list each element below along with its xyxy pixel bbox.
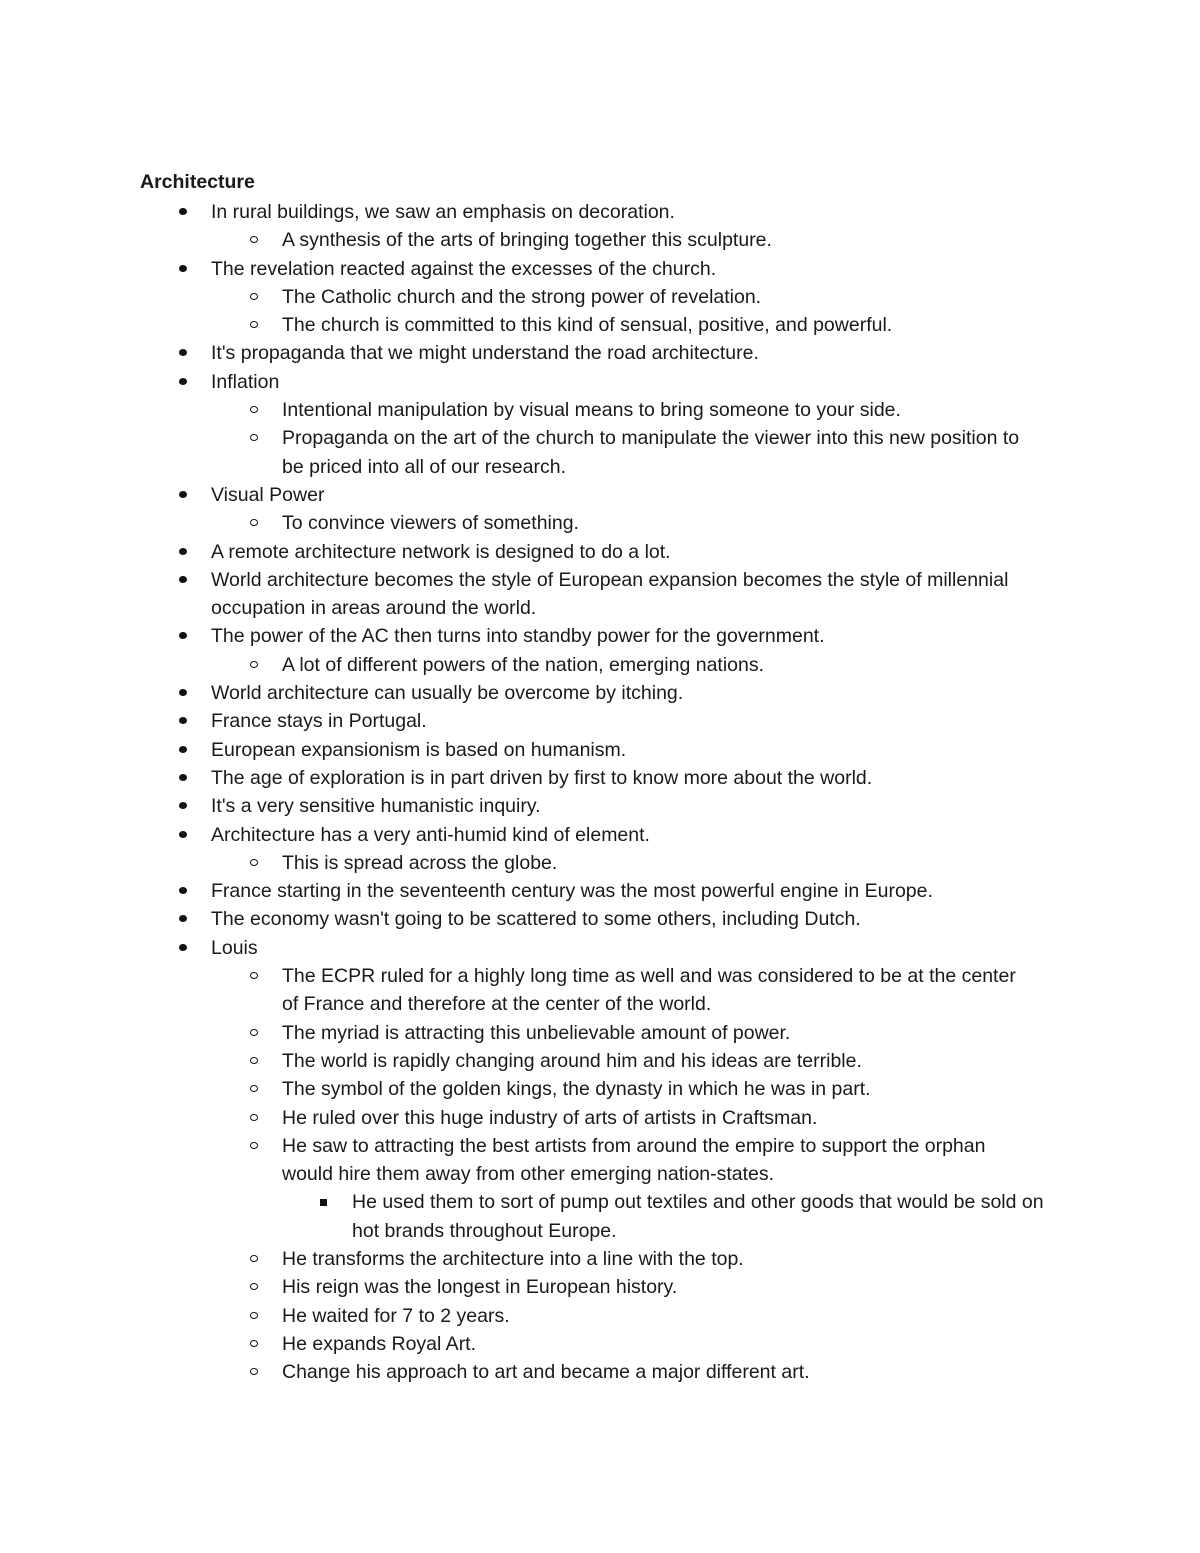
- list-item-text: The ECPR ruled for a highly long time as well and was considered to be at the center of France and therefore at the center of the world.: [282, 965, 1016, 1016]
- list-item-text: His reign was the longest in European history.: [282, 1276, 678, 1299]
- list-item-text: Visual Power: [211, 483, 325, 506]
- list-item-text: He saw to attracting the best artists from around the empire to support the orphan would hire them away from other emerging nation-states.: [282, 1134, 986, 1186]
- filled-circle-bullet-icon: [179, 548, 187, 555]
- hollow-circle-bullet-icon: [250, 972, 258, 979]
- filled-circle-bullet-icon: [179, 915, 187, 922]
- list-item-text: Louis: [211, 936, 258, 959]
- list-item-text: The age of exploration is in part driven by first to know more about the world.: [211, 766, 873, 789]
- hollow-circle-bullet-icon: [250, 859, 258, 866]
- filled-circle-bullet-icon: [179, 887, 187, 894]
- list-item-level-1: [0, 707, 1011, 735]
- bullet-list: [0, 198, 1200, 1386]
- list-item-level-2: [0, 962, 1032, 1019]
- list-item-text: Architecture has a very anti-humid kind of element.: [211, 823, 650, 846]
- list-item-text: The world is rapidly changing around him and his ideas are terrible.: [282, 1049, 862, 1072]
- list-item-level-2: [0, 283, 1032, 311]
- hollow-circle-bullet-icon: [250, 661, 258, 668]
- list-item-text: He ruled over this huge industry of arts of artists in Craftsman.: [282, 1106, 818, 1129]
- filled-circle-bullet-icon: [179, 576, 187, 583]
- list-item-level-2: [0, 1132, 1032, 1189]
- hollow-circle-bullet-icon: [250, 434, 258, 441]
- list-item-text: To convince viewers of something.: [282, 512, 579, 535]
- filled-circle-bullet-icon: [179, 491, 187, 498]
- list-item-level-1: [0, 905, 1011, 933]
- filled-circle-bullet-icon: [179, 208, 187, 215]
- list-item-level-2: [0, 226, 1032, 254]
- list-item-level-3: [0, 1188, 1052, 1245]
- list-item-level-2: [0, 1330, 1032, 1358]
- hollow-circle-bullet-icon: [250, 1114, 258, 1121]
- list-item-level-1: [0, 792, 1011, 820]
- list-item-level-1: [0, 736, 1011, 764]
- hollow-circle-bullet-icon: [250, 1255, 258, 1262]
- filled-square-bullet-icon: [320, 1199, 327, 1206]
- hollow-circle-bullet-icon: [250, 1085, 258, 1092]
- list-item-text: A remote architecture network is designed to do a lot.: [211, 540, 671, 563]
- list-item-level-2: [0, 849, 1032, 877]
- filled-circle-bullet-icon: [179, 349, 187, 356]
- document-heading: Architecture: [140, 171, 255, 193]
- filled-circle-bullet-icon: [179, 944, 187, 951]
- list-item-level-2: [0, 509, 1032, 537]
- list-item-text: He transforms the architecture into a line with the top.: [282, 1247, 744, 1270]
- filled-circle-bullet-icon: [179, 802, 187, 809]
- list-item-level-1: [0, 821, 1011, 849]
- hollow-circle-bullet-icon: [250, 406, 258, 413]
- list-item-level-2: [0, 424, 1032, 481]
- list-item-text: Change his approach to art and became a major different art.: [282, 1361, 810, 1384]
- list-item-text: He expands Royal Art.: [282, 1332, 477, 1355]
- list-item-text: The revelation reacted against the excesses of the church.: [211, 257, 717, 280]
- list-item-level-1: [0, 877, 1011, 905]
- hollow-circle-bullet-icon: [250, 293, 258, 300]
- list-item-text: Inflation: [211, 370, 280, 393]
- list-item-text: The power of the AC then turns into standby power for the government.: [211, 625, 825, 648]
- list-item-text: The Catholic church and the strong power of revelation.: [282, 285, 762, 308]
- list-item-level-1: [0, 566, 1011, 623]
- list-item-level-2: [0, 1104, 1032, 1132]
- hollow-circle-bullet-icon: [250, 321, 258, 328]
- list-item-level-2: [0, 1358, 1032, 1386]
- hollow-circle-bullet-icon: [250, 1283, 258, 1290]
- list-item-level-2: [0, 651, 1032, 679]
- list-item-text: This is spread across the globe.: [282, 851, 558, 874]
- list-item-text: World architecture becomes the style of European expansion becomes the style of millennial occupation in areas around the world.: [211, 568, 1009, 620]
- list-item-text: The economy wasn't going to be scattered to some others, including Dutch.: [211, 908, 861, 931]
- hollow-circle-bullet-icon: [250, 236, 258, 243]
- list-item-text: A lot of different powers of the nation, emerging nations.: [282, 653, 765, 676]
- filled-circle-bullet-icon: [179, 746, 187, 753]
- filled-circle-bullet-icon: [179, 632, 187, 639]
- list-item-text: European expansionism is based on humanism.: [211, 738, 627, 761]
- list-item-text: A synthesis of the arts of bringing together this sculpture.: [282, 229, 772, 252]
- list-item-level-2: [0, 1019, 1032, 1047]
- list-item-level-1: [0, 679, 1011, 707]
- filled-circle-bullet-icon: [179, 831, 187, 838]
- filled-circle-bullet-icon: [179, 265, 187, 272]
- hollow-circle-bullet-icon: [250, 1029, 258, 1036]
- list-item-text: He used them to sort of pump out textiles and other goods that would be sold on hot brands throughout Europe.: [352, 1191, 1044, 1242]
- list-item-level-1: [0, 764, 1011, 792]
- filled-circle-bullet-icon: [179, 774, 187, 781]
- list-item-level-2: [0, 1047, 1032, 1075]
- hollow-circle-bullet-icon: [250, 1312, 258, 1319]
- list-item-level-1: [0, 339, 1011, 367]
- list-item-level-1: [0, 255, 1011, 283]
- list-item-level-1: [0, 538, 1011, 566]
- list-item-level-2: [0, 1075, 1032, 1103]
- list-item-text: The church is committed to this kind of sensual, positive, and powerful.: [282, 314, 893, 337]
- hollow-circle-bullet-icon: [250, 1142, 258, 1149]
- hollow-circle-bullet-icon: [250, 1368, 258, 1375]
- list-item-text: It's propaganda that we might understand the road architecture.: [211, 342, 759, 365]
- list-item-level-1: [0, 198, 1011, 226]
- list-item-text: In rural buildings, we saw an emphasis on decoration.: [211, 201, 675, 223]
- list-item-text: France starting in the seventeenth century was the most powerful engine in Europe.: [211, 880, 933, 903]
- list-item-text: Intentional manipulation by visual means to bring someone to your side.: [282, 399, 901, 422]
- list-item-level-2: [0, 311, 1032, 339]
- filled-circle-bullet-icon: [179, 378, 187, 385]
- list-item-level-2: [0, 396, 1032, 424]
- list-item-text: It's a very sensitive humanistic inquiry.: [211, 795, 541, 818]
- hollow-circle-bullet-icon: [250, 1340, 258, 1347]
- filled-circle-bullet-icon: [179, 689, 187, 696]
- list-item-level-1: [0, 622, 1011, 650]
- list-item-text: The myriad is attracting this unbelievable amount of power.: [282, 1021, 791, 1044]
- hollow-circle-bullet-icon: [250, 519, 258, 526]
- list-item-text: The symbol of the golden kings, the dynasty in which he was in part.: [282, 1078, 871, 1101]
- list-item-text: World architecture can usually be overcome by itching.: [211, 682, 684, 705]
- list-item-level-1: [0, 368, 1011, 396]
- list-item-text: France stays in Portugal.: [211, 710, 427, 733]
- list-item-level-2: [0, 1245, 1032, 1273]
- list-item-level-2: [0, 1302, 1032, 1330]
- list-item-level-1: [0, 934, 1011, 962]
- list-item-level-2: [0, 1273, 1032, 1301]
- list-item-level-1: [0, 481, 1011, 509]
- hollow-circle-bullet-icon: [250, 1057, 258, 1064]
- list-item-text: He waited for 7 to 2 years.: [282, 1304, 510, 1327]
- filled-circle-bullet-icon: [179, 717, 187, 724]
- list-item-text: Propaganda on the art of the church to manipulate the viewer into this new position to be priced into all of our research.: [282, 427, 1020, 478]
